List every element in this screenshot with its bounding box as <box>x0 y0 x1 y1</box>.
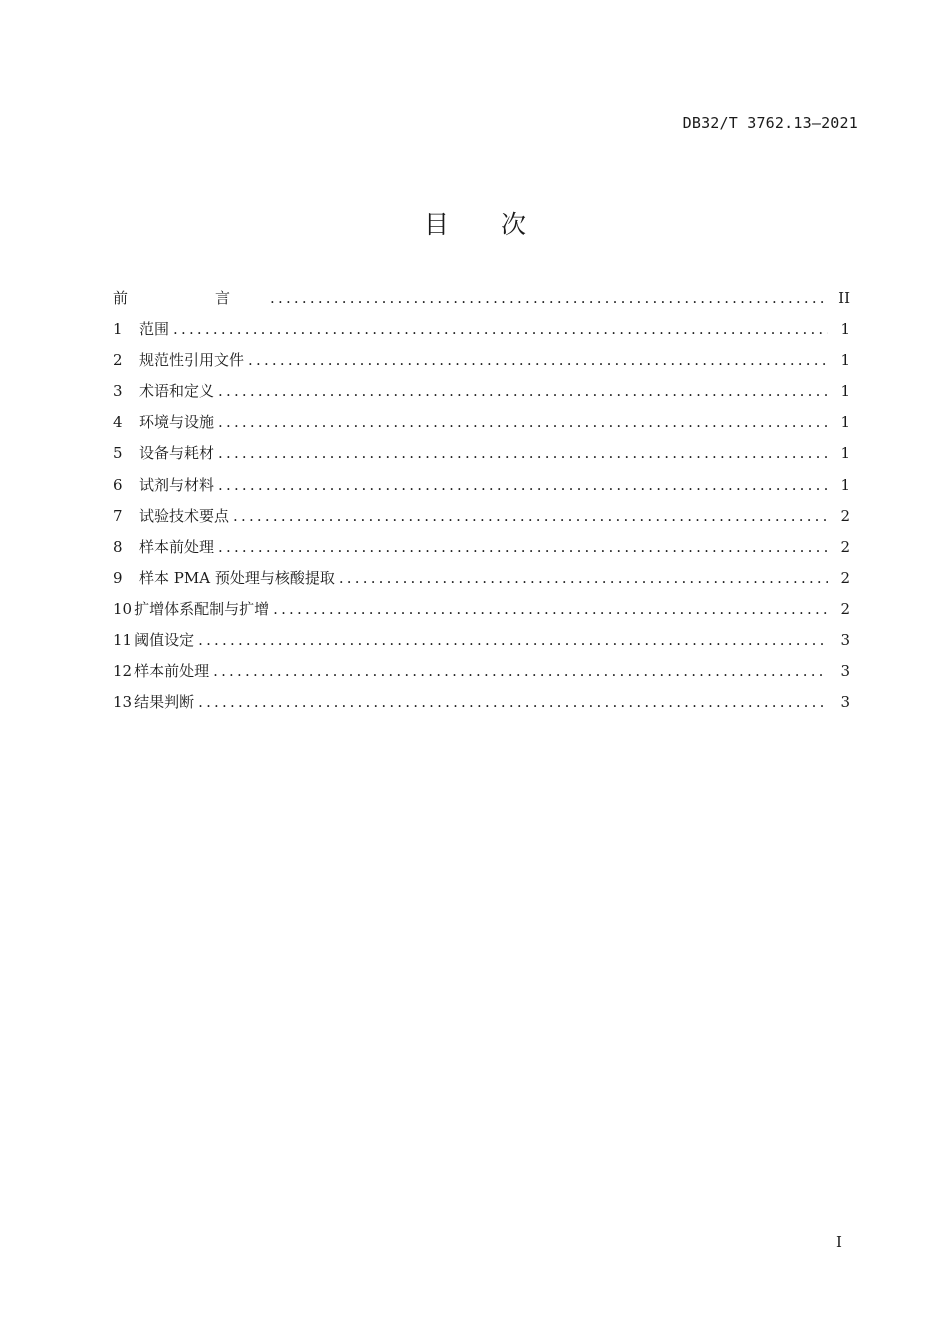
toc-leader-dots <box>339 567 828 589</box>
toc-entry-3[interactable] <box>113 380 850 411</box>
toc-page-number: 3 <box>840 631 850 650</box>
toc-entry-label: 扩增体系配制与扩增 <box>134 599 270 618</box>
toc-leader-dots <box>218 536 828 558</box>
toc-entry-number: 6 <box>113 475 123 494</box>
toc-entry-label: 样本 PMA 预处理与核酸提取 <box>139 568 335 587</box>
toc-page-number: 1 <box>840 444 850 463</box>
page-title: 目 次 <box>424 210 548 239</box>
toc-entry-label: 术语和定义 <box>139 382 215 401</box>
toc-page-number: 3 <box>840 662 850 681</box>
toc-entry-6[interactable] <box>113 474 850 505</box>
toc-entry-1[interactable] <box>113 318 850 349</box>
toc-entry-number: 2 <box>113 351 123 370</box>
toc-entry-number: 4 <box>113 413 123 432</box>
toc-page-number: 1 <box>840 382 850 401</box>
toc-entry-foreword[interactable] <box>113 287 850 318</box>
toc-entry-label: 环境与设施 <box>139 413 215 432</box>
toc-leader-dots <box>233 505 828 527</box>
toc-entry-label: 样本前处理 <box>134 662 210 681</box>
toc-entry-label: 结果判断 <box>134 693 195 712</box>
toc-page-number: 2 <box>840 537 850 556</box>
toc-leader-dots <box>273 598 828 620</box>
toc-page-number: 1 <box>840 475 850 494</box>
document-code: DB32/T 3762.13—2021 <box>682 114 858 132</box>
toc-entry-label: 前 言 <box>113 289 267 307</box>
toc-entry-label: 阈值设定 <box>134 631 195 650</box>
toc-entry-number: 10 <box>113 599 133 618</box>
toc-entry-13[interactable] <box>113 691 850 722</box>
toc-entry-8[interactable] <box>113 536 850 567</box>
toc-leader-dots <box>218 474 828 496</box>
toc-entry-number: 3 <box>113 382 123 401</box>
toc-page-number: 1 <box>840 413 850 432</box>
toc-page-number: 2 <box>840 506 850 525</box>
toc-entry-7[interactable] <box>113 505 850 536</box>
toc-entry-number: 5 <box>113 444 123 463</box>
toc-leader-dots <box>198 629 828 651</box>
toc-entry-number: 12 <box>113 662 133 681</box>
toc-page-number: 2 <box>840 568 850 587</box>
toc-entry-number: 7 <box>113 506 123 525</box>
toc-entry-number: 9 <box>113 568 123 587</box>
toc-page-number: II <box>838 289 850 307</box>
toc-entry-label: 试验技术要点 <box>139 506 230 525</box>
toc-entry-label: 样本前处理 <box>139 537 215 556</box>
toc-leader-dots <box>270 287 828 309</box>
toc-entry-5[interactable] <box>113 442 850 473</box>
toc-page-number: 3 <box>840 693 850 712</box>
toc-leader-dots <box>218 380 828 402</box>
toc-leader-dots <box>218 442 828 464</box>
toc-leader-dots <box>218 411 828 433</box>
toc-entry-10[interactable] <box>113 598 850 629</box>
toc-entry-label: 试剂与材料 <box>139 475 215 494</box>
table-of-contents <box>113 287 850 722</box>
toc-entry-number: 8 <box>113 537 123 556</box>
toc-leader-dots <box>213 660 828 682</box>
toc-leader-dots <box>173 318 828 340</box>
toc-leader-dots <box>248 349 828 371</box>
toc-entry-label: 设备与耗材 <box>139 444 215 463</box>
toc-entry-number: 1 <box>113 320 123 339</box>
toc-entry-9[interactable] <box>113 567 850 598</box>
toc-page-number: 1 <box>840 320 850 339</box>
toc-entry-2[interactable] <box>113 349 850 380</box>
page-number: I <box>836 1233 842 1251</box>
toc-entry-label: 范围 <box>139 320 170 339</box>
toc-leader-dots <box>198 691 828 713</box>
toc-entry-4[interactable] <box>113 411 850 442</box>
toc-page-number: 1 <box>840 351 850 370</box>
toc-entry-11[interactable] <box>113 629 850 660</box>
toc-page-number: 2 <box>840 599 850 618</box>
toc-entry-number: 11 <box>113 631 133 650</box>
toc-entry-label: 规范性引用文件 <box>139 351 245 370</box>
toc-entry-number: 13 <box>113 693 133 712</box>
toc-entry-12[interactable] <box>113 660 850 691</box>
